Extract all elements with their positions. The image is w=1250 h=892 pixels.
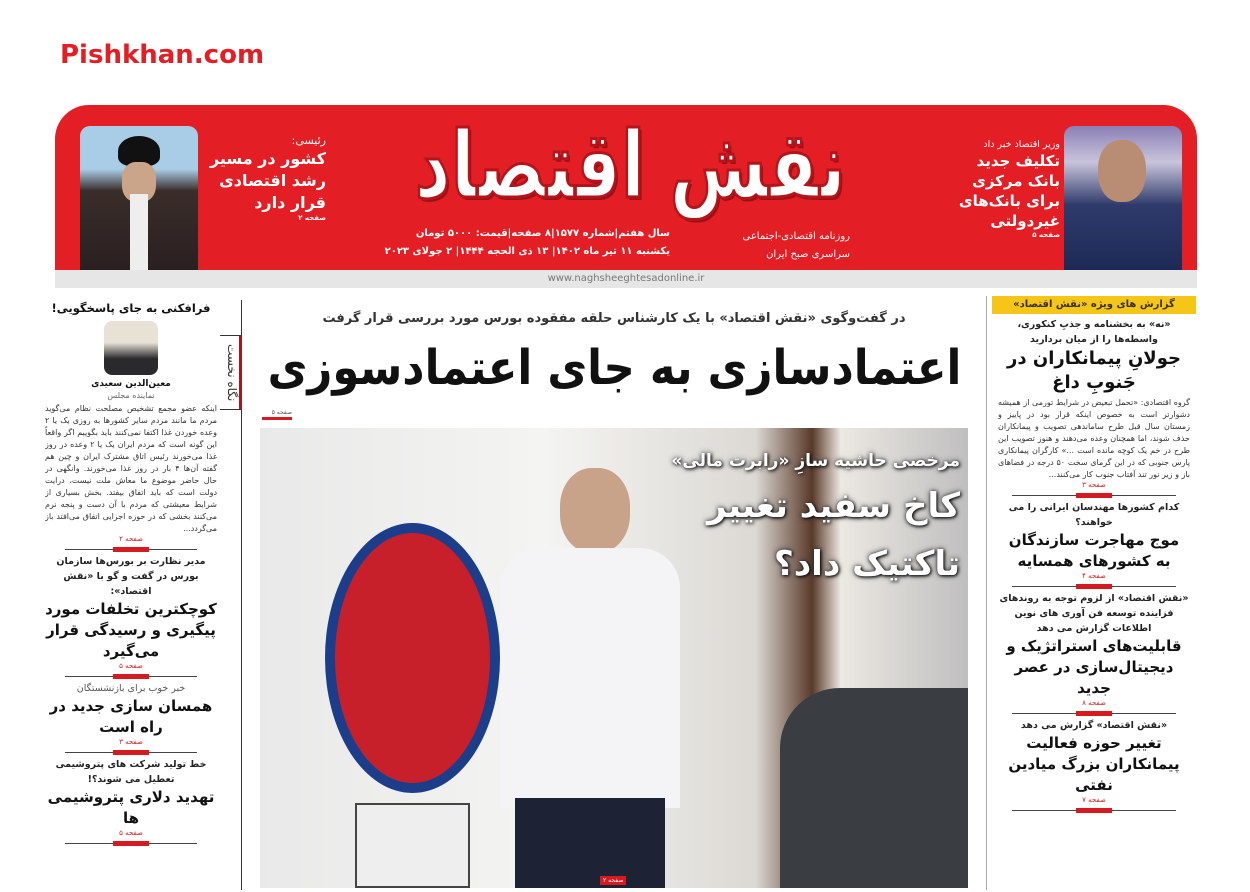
separator bbox=[992, 805, 1196, 815]
author-photo bbox=[104, 321, 158, 375]
website-url[interactable]: www.naghsheeghtesadonline.ir bbox=[55, 270, 1197, 288]
date-line: یکشنبه ۱۱ تیر ماه ۱۴۰۲| ۱۳ ذی الحجه ۱۴۴۴| ۲ جولای ۲۰۲۳ bbox=[384, 246, 670, 257]
photo-kicker: مرخصی حاشیه سازِ «رابرت مالی» bbox=[671, 451, 960, 471]
right-column bbox=[992, 296, 1196, 890]
main-headline[interactable] bbox=[260, 332, 968, 404]
headline: قابلیت‌های استراتژیک و دیجیتال‌سازی در عصر جدید bbox=[1006, 637, 1182, 697]
page-ref: صفحه ۳ bbox=[119, 738, 143, 746]
left-column bbox=[45, 298, 217, 890]
main-kicker bbox=[260, 308, 968, 328]
headline: موج مهاجرت سازندگان به کشورهای همسایه bbox=[1008, 531, 1180, 570]
separator bbox=[992, 708, 1196, 718]
no-parking-sign bbox=[325, 523, 500, 793]
kicker: خبر خوب برای بازنشستگان bbox=[76, 683, 186, 694]
page-ref: صفحه ۲ bbox=[119, 535, 143, 543]
story[interactable] bbox=[45, 554, 217, 681]
story[interactable] bbox=[45, 681, 217, 757]
kicker: وزیر اقتصاد خبر داد bbox=[983, 139, 1060, 150]
op-body: اینکه عضو مجمع تشخیص مصلحت نظام می‌گوید مردم ما مانند مردم سایر کشورها به روزی یک یا ۲ وعده خوردن غذا اکتفا نمی‌کنند باید بگوییم اگر واقعاً این گونه است که مردم ایران یک یا ۲ وعده در روز غذا می‌خورند رئیس اتاق مشترک ایران و چین هم گفته آن‌ها ۴ بار در روز غذا می‌خورند. وانگهی در حال حاضر موضوع ما معاش ملت نیست، درایت دولت است که باید اتفاق بیفتد. بخش بسیاری از شرایط معیشتی که مردم با آن دست و پنجه نرم می‌کنند بخشی که در حوزه اجرایی اتفاق می‌افتد باز می‌گردد... bbox=[45, 404, 217, 533]
story[interactable] bbox=[45, 757, 217, 848]
author-name: معین‌الدین سعیدی bbox=[91, 379, 171, 389]
separator bbox=[45, 671, 217, 681]
headline: کوچکترین تخلفات مورد پیگیری و رسیدگی قرار می‌گیرد bbox=[45, 600, 217, 660]
page-ref: صفحه ۷ bbox=[1082, 796, 1106, 804]
page-ref: صفحه ۳ bbox=[1082, 481, 1106, 489]
section-label: گزارش های ویژه «نقش اقتصاد» bbox=[992, 296, 1196, 314]
author-role: نماینده مجلس bbox=[107, 391, 155, 400]
president-photo bbox=[80, 126, 198, 270]
separator bbox=[992, 581, 1196, 591]
kicker: خط تولید شرکت های پتروشیمی تعطیل می شوند؟! bbox=[55, 759, 207, 785]
column-divider bbox=[986, 296, 987, 890]
subtitle-2: سراسری صبح ایران bbox=[766, 249, 850, 260]
op-ed[interactable] bbox=[45, 298, 217, 554]
page-ref: صفحه ۵ bbox=[119, 662, 143, 670]
subtitle-1: روزنامه اقتصادی-اجتماعی bbox=[742, 231, 850, 242]
kicker: رئیسی: bbox=[291, 134, 326, 147]
newspaper-logo bbox=[410, 110, 850, 222]
issue-info bbox=[330, 225, 670, 261]
headline: تغییر حوزه فعالیت پیمانکاران بزرگ میادین نفتی bbox=[1008, 734, 1180, 794]
main-kicker-text: در گفت‌وگوی «نقش اقتصاد» با یک کارشناس حلقه مفقوده بورس مورد بررسی قرار گرفت bbox=[322, 310, 906, 326]
kicker: «نه» به بخشنامه و جذبِ کنکوری، واسطه‌ها را از میان بردارید bbox=[1017, 319, 1171, 345]
page-ref: صفحه ۸ bbox=[1082, 699, 1106, 707]
watermark-text: Pishkhan.com bbox=[60, 40, 265, 70]
body-text: گروه اقتصادی: «تحمل تبعیض در شرایط تورمی از همیشه دشوارتر است به خصوص اینکه قرار بود در پاییز و زمستان سال قبل طرح ساماندهی تصویب و پیمانکاران حذف شوند، اما همچنان وعده می‌دهند و هنوز تصویب این طرح در خم یک کوچه مانده است ...» کارگران پیمانکاری پارس جنوبی که در این گرمای سخت ۵۰ درجه در فضاهای باز و زیر نور تند آفتاب جنوب کار می‌کنند... bbox=[998, 398, 1190, 479]
kicker: «نقش اقتصاد» از لزوم توجه به روندهای فزاینده توسعه فن آوری های نوین اطلاعات گزارش می دهد bbox=[999, 593, 1189, 634]
minister-photo bbox=[1064, 126, 1182, 270]
page-ref: صفحه ۵ bbox=[119, 829, 143, 837]
headline: تهدید دلاری پتروشیمی ها bbox=[47, 788, 215, 827]
photo-story[interactable] bbox=[600, 445, 960, 593]
page-ref: صفحه ۴ bbox=[1082, 572, 1106, 580]
separator bbox=[45, 838, 217, 848]
separator bbox=[992, 490, 1196, 500]
story[interactable] bbox=[992, 591, 1196, 718]
photo-headline-1: کاخ سفید تغییر bbox=[706, 486, 960, 526]
right-lead-story[interactable] bbox=[992, 296, 1196, 500]
logo-text: نقش اقتصاد bbox=[414, 112, 846, 219]
story[interactable] bbox=[992, 718, 1196, 815]
main-headline-text: اعتمادسازی به جای اعتمادسوزی bbox=[267, 340, 961, 396]
photo-headline-2: تاکتیک داد؟ bbox=[774, 544, 960, 584]
issue-line: سال هفتم|شماره ۱۵۷۷|۸ صفحه|قیمت: ۵۰۰۰ تومان bbox=[415, 228, 670, 239]
photo-page-ref: صفحه ۲ bbox=[600, 876, 626, 885]
watermark-logo bbox=[60, 40, 264, 70]
header-left-story[interactable] bbox=[204, 134, 326, 223]
masthead-subtitle bbox=[700, 228, 850, 264]
story[interactable] bbox=[992, 500, 1196, 591]
header-right-story[interactable] bbox=[950, 138, 1060, 240]
section-label: نگاه نخست bbox=[220, 335, 242, 410]
headline: جولانِ پیمانکاران در جَنوبِ داغ bbox=[1007, 348, 1181, 393]
kicker: کدام کشورها مهندسان ایرانی را می خواهند؟ bbox=[1008, 502, 1180, 528]
page-ref: صفحه ۲ bbox=[298, 214, 326, 222]
headline: تکلیف جدید بانک مرکزی برای بانک‌های غیردولتی bbox=[958, 152, 1060, 230]
headline: همسان سازی جدید در راه است bbox=[49, 697, 213, 736]
headline: کشور در مسیر رشد اقتصادی قرار دارد bbox=[209, 149, 326, 212]
separator bbox=[45, 747, 217, 757]
separator bbox=[45, 544, 217, 554]
main-page-ref: صفحه ۵ bbox=[262, 408, 292, 420]
op-title: فرافکنی به جای پاسخگویی! bbox=[51, 301, 211, 315]
kicker: «نقش اقتصاد» گزارش می دهد bbox=[1020, 720, 1168, 731]
page-ref: صفحه ۵ bbox=[1032, 231, 1060, 239]
kicker: مدیر نظارت بر بورس‌ها سازمان بورس در گفت و گو با «نقش اقتصاد»: bbox=[56, 556, 206, 597]
